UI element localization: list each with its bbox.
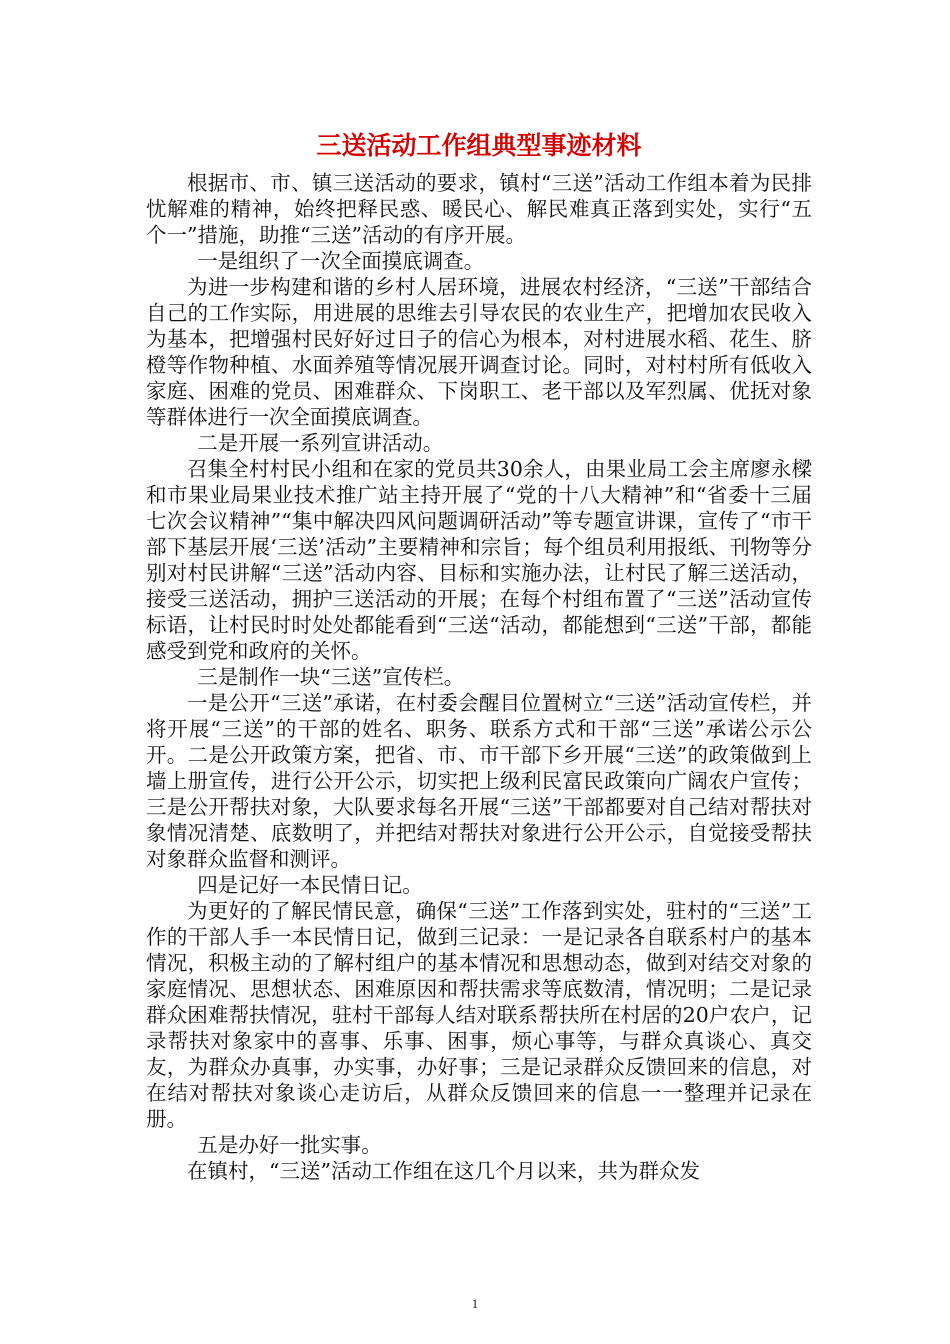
document-title: 三送活动工作组典型事迹材料 <box>316 131 642 160</box>
section-heading-1: 一是组织了一次全面摸底调查。 <box>197 249 485 273</box>
section-heading-3: 三是制作一块“三送”宣传栏。 <box>197 665 465 689</box>
page-number: 1 <box>471 1296 479 1311</box>
section-paragraph-4: 为更好的了解民情民意，确保“三送”工作落到实处，驻村的“三送”工作的干部人手一本民情日记，做到三记录：一是记录各自联系村户的基本情况，积极主动的了解村组户的基本情况和思想动态，做到对结交对象的家庭情况、思想状态、困难原因和帮扶需求等底数清，情况明；二是记录群众困难帮扶情况，驻村干部每人结对联系帮扶所在村居的20户农户，记录帮扶对象家中的喜事、乐事、困事，烦心事等，与群众真谈心、真交友，为群众办真事，办实事，办好事；三是记录群众反馈回来的信息，对在结对帮扶对象谈心走访后，从群众反馈回来的信息一一整理并记录在册。 <box>146 899 812 1131</box>
section-paragraph-2: 召集全村村民小组和在家的党员共30余人，由果业局工会主席廖永樑和市果业局果业技术推广站主持开展了“党的十八大精神”和“省委十三届七次会议精神”“集中解决四风问题调研活动”等专题宣讲课，宣传了“市干部下基层开展‘三送’活动”主要精神和宗旨；每个组员利用报纸、刊物等分别对村民讲解“三送”活动内容、目标和实施办法，让村民了解三送活动，接受三送活动，拥护三送活动的开展；在每个村组布置了“三送”活动宣传标语，让村民时时处处都能看到“三送“活动，都能想到“三送”干部，都能感受到党和政府的关怀。 <box>146 457 812 663</box>
intro-paragraph: 根据市、市、镇三送活动的要求，镇村“三送”活动工作组本着为民排忧解难的精神，始终把释民惑、暖民心、解民难真正落到实处，实行“五个一”措施，助推“三送”活动的有序开展。 <box>146 171 812 247</box>
section-paragraph-5: 在镇村，“三送”活动工作组在这几个月以来，共为群众发 <box>187 1159 700 1183</box>
section-paragraph-3: 一是公开“三送”承诺，在村委会醒目位置树立“三送”活动宣传栏，并将开展“三送”的干部的姓名、职务、联系方式和干部“三送”承诺公示公开。二是公开政策方案，把省、市、市干部下乡开展“三送”的政策做到上墙上册宣传，进行公开公示，切实把上级利民富民政策向广阔农户宣传；三是公开帮扶对象，大队要求每名开展“三送”干部都要对自己结对帮扶对象情况清楚、底数明了，并把结对帮扶对象进行公开公示，自觉接受帮扶对象群众监督和测评。 <box>146 691 812 871</box>
section-heading-5: 五是办好一批实事。 <box>197 1133 382 1157</box>
document-body <box>146 130 812 1184</box>
section-heading-4: 四是记好一本民情日记。 <box>197 873 423 897</box>
section-heading-2: 二是开展一系列宣讲活动。 <box>197 431 444 455</box>
section-paragraph-1: 为进一步构建和谐的乡村人居环境，进展农村经济，“三送”干部结合自己的工作实际，用进展的思维去引导农民的农业生产，把增加农民收入为基本，把增强村民好好过日子的信心为根本，对村进展水稻、花生、脐橙等作物种植、水面养殖等情况展开调查讨论。同时，对村村所有低收入家庭、困难的党员、困难群众、下岗职工、老干部以及军烈属、优抚对象等群体进行一次全面摸底调查。 <box>146 275 812 429</box>
